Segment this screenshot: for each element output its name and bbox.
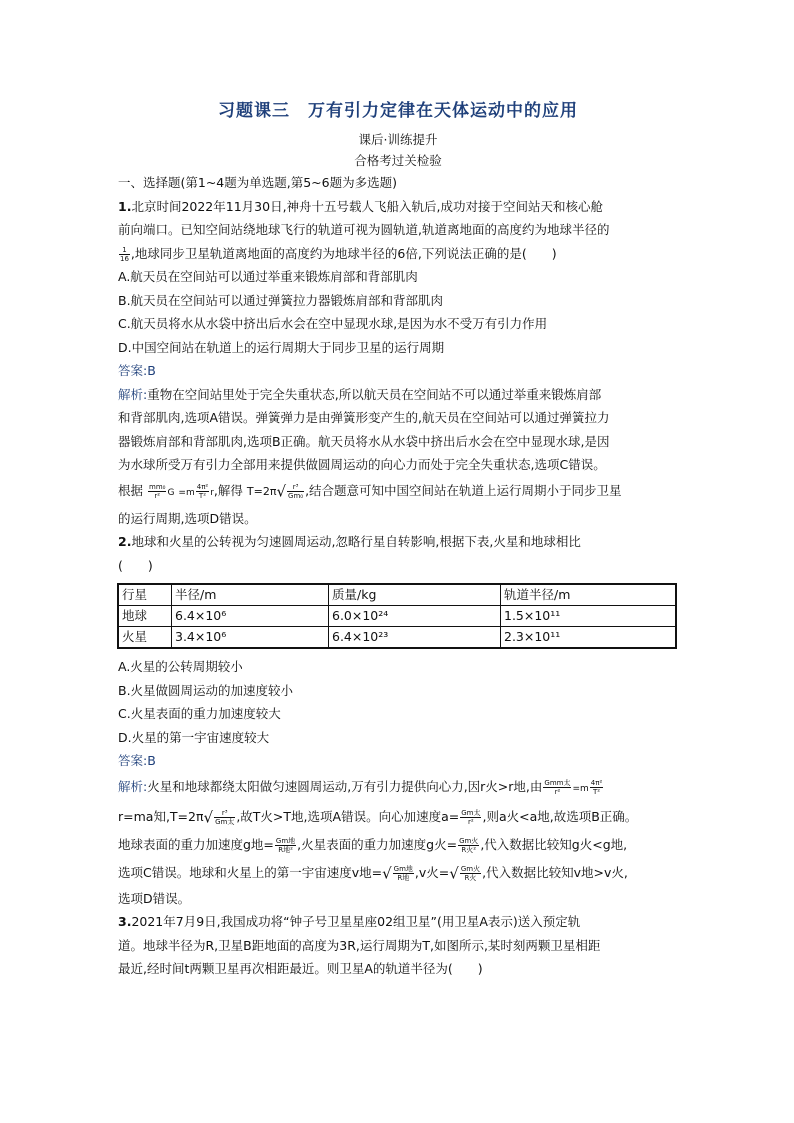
q2-analysis-3c: ,代入数据比较知g火<g地, [480, 836, 628, 852]
q1-option-b: B.航天员在空间站可以通过弹簧拉力器锻炼肩部和背部肌肉 [118, 292, 444, 308]
subtitle-after-class: 课后·训练提升 [358, 132, 438, 147]
q2-analysis-2a: r=ma知,T=2π [118, 808, 204, 824]
q2-analysis-line2 [118, 803, 678, 831]
q2-formula-v-earth: √ $\frac{\text{Gm地}}{\text{R地}}$ [382, 864, 413, 882]
q1-stem-line3 [118, 242, 678, 266]
table-header-cell: 轨道半径/m [501, 584, 677, 606]
q2-answer: 答案:B [118, 753, 156, 768]
table-row [118, 627, 676, 649]
q2-analysis-4a: 选项C错误。地球和火星上的第一宇宙速度v地= [118, 864, 383, 880]
q2-option-c: C.火星表面的重力加速度较大 [118, 706, 281, 721]
q1-option-d: D.中国空间站在轨道上的运行周期大于同步卫星的运行周期 [118, 339, 445, 355]
q1-analysis-line2: 和背部肌肉,选项A错误。弹簧弹力是由弹簧形变产生的,航天员在空间站可以通过弹簧拉力 [118, 410, 610, 425]
q2-analysis-text1: 火星和地球都绕太阳做匀速圆周运动,万有引力提供向心力,因r火>r地,由 [147, 778, 543, 794]
q2-formula-period: √ $\frac{\text{r³}}{\text{Gm太}}$ [203, 808, 235, 826]
table-header-cell: 行星 [118, 584, 172, 606]
q2-formula-g-earth: $\frac{\text{Gm地}}{\text{R地²}}$ [275, 836, 296, 854]
q2-formula-g-mars: $\frac{\text{Gm火}}{\text{R火²}}$ [459, 836, 479, 854]
table-header-cell: 质量/kg [329, 584, 501, 606]
planet-data-table [117, 583, 677, 649]
page-title: 习题课三 万有引力定律在天体运动中的应用 [218, 101, 578, 121]
q2-analysis-line5: 选项D错误。 [118, 890, 191, 906]
q3-stem-line1 [118, 910, 678, 934]
q2-stem-text1: 地球和火星的公转视为匀速圆周运动,忽略行星自转影响,根据下表,火星和地球相比 [131, 534, 581, 549]
q1-fraction [119, 246, 130, 263]
table-cell: 1.5×10¹¹ [501, 606, 677, 627]
q2-analysis-3b: ,火星表面的重力加速度g火= [297, 836, 458, 852]
q1-formula-gravity: $\frac{\text{mm₀}}{\text{r²}}$ [149, 482, 166, 500]
q2-analysis-line3 [118, 831, 678, 859]
q2-formula-centripetal: $\frac{\text{4π²}}{\text{T²}}$ [590, 778, 603, 796]
q1-analysis-text1: 重物在空间站里处于完全失重状态,所以航天员在空间站不可以通过举重来锻炼肩部 [147, 386, 602, 402]
q2-option-a: A.火星的公转周期较小 [118, 659, 243, 674]
section-heading: 一、选择题(第1~4题为单选题,第5~6题为多选题) [118, 175, 397, 190]
q2-formula-v-mars: √ $\frac{\text{Gm火}}{\text{R火}}$ [449, 864, 481, 882]
q1-answer: 答案:B [118, 363, 156, 378]
q2-analysis-2b: ,故T火>T地,选项A错误。向心加速度a= [236, 808, 460, 824]
q2-formula-accel: $\frac{\text{Gm太}}{\text{r²}}$ [461, 808, 481, 826]
q1-analysis-line5: 根据 $\frac{\text{mm₀}}{\text{r²}}$ G =m $\frac{\text{4π²}}{\text{T²}}$ r,解得 T=2π√ $\frac{\text{r³}}{\text{Gm₀}}$ ,结合题意可知中国空间站在轨道上运行周期小于同步卫星 [118, 482, 622, 500]
q1-formula-centripetal: $\frac{\text{4π²}}{\text{T²}}$ [196, 482, 209, 500]
q3-stem-text1: 2021年7月9日,我国成功将“钟子号卫星星座02组卫星”(用卫星A表示)送入预定轨 [131, 914, 581, 929]
q1-frac-den: 16 [120, 254, 129, 263]
q3-number: 3. [118, 914, 132, 929]
q1-frac-num: 1 [119, 246, 130, 255]
q1-option-c: C.航天员将水从水袋中挤出后水会在空中显现水球,是因为水不受万有引力作用 [118, 316, 548, 331]
table-cell: 6.4×10⁶ [172, 606, 329, 627]
table-cell: 地球 [118, 606, 172, 627]
q2-number: 2. [118, 534, 132, 549]
q1-option-a: A.航天员在空间站可以通过举重来锻炼肩部和背部肌肉 [118, 269, 418, 284]
q2-stem-line2: ( ) [118, 557, 153, 573]
q1-analysis-line4: 为水球所受万有引力全部用来提供做圆周运动的向心力而处于完全失重状态,选项C错误。 [118, 457, 606, 472]
table-cell: 2.3×10¹¹ [501, 627, 677, 649]
q1-analysis-line1 [118, 383, 678, 407]
q1-analysis-5a: 根据 [118, 482, 144, 498]
q1-stem-text1: 北京时间2022年11月30日,神舟十五号载人飞船入轨后,成功对接于空间站天和核心舱 [131, 198, 604, 214]
q1-analysis-line6: 的运行周期,选项D错误。 [118, 510, 257, 526]
table-cell: 火星 [118, 627, 172, 649]
q1-formula-g: G [167, 487, 175, 498]
q2-option-b: B.火星做圆周运动的加速度较小 [118, 682, 294, 698]
table-cell: 3.4×10⁶ [172, 627, 329, 649]
q2-analysis-line1: 解析:火星和地球都绕太阳做匀速圆周运动,万有引力提供向心力,因r火>r地,由 $\frac{\text{Gmm太}}{\text{r²}}$ =m $\frac{\text{4π²}}{\text{T²}}$ [118, 778, 603, 796]
q2-formula-gravity: $\frac{\text{Gmm太}}{\text{r²}}$ [544, 778, 571, 796]
q3-stem-line2: 道。地球半径为R,卫星B距地面的高度为3R,运行周期为T,如图所示,某时刻两颗卫星相距 [118, 937, 601, 953]
q1-formula-period: √ $\frac{\text{r³}}{\text{Gm₀}}$ [276, 482, 304, 500]
q2-analysis-3a: 地球表面的重力加速度g地= [118, 836, 274, 852]
q2-analysis-2c: ,则a火<a地,故选项B正确。 [482, 808, 638, 824]
q1-analysis-5c: ,结合题意可知中国空间站在轨道上运行周期小于同步卫星 [305, 482, 622, 498]
q1-analysis-label: 解析: [118, 386, 148, 402]
q2-analysis-line4 [118, 859, 678, 887]
q2-analysis-4b: ,v火= [414, 864, 450, 880]
q1-stem-text3: ,地球同步卫星轨道离地面的高度约为地球半径的6倍,下列说法正确的是( ) [130, 245, 557, 261]
document-page [118, 96, 678, 981]
q2-option-d: D.火星的第一宇宙速度较大 [118, 729, 270, 745]
q3-stem-line3: 最近,经时间t两颗卫星再次相距最近。则卫星A的轨道半径为( ) [118, 961, 483, 976]
q1-number: 1. [118, 198, 132, 214]
table-cell: 6.0×10²⁴ [329, 606, 501, 627]
q1-analysis-5b: ,解得 [213, 482, 243, 498]
table-header-row [118, 584, 676, 606]
q2-stem-line1 [118, 530, 678, 554]
q2-analysis-4c: ,代入数据比较知v地>v火, [482, 864, 628, 880]
table-header-cell: 半径/m [172, 584, 329, 606]
table-cell: 6.4×10²³ [329, 627, 501, 649]
table-row [118, 606, 676, 627]
q1-stem-line2: 前向端口。已知空间站绕地球飞行的轨道可视为圆轨道,轨道离地面的高度约为地球半径的 [118, 222, 610, 237]
q1-analysis-line3: 器锻炼肩部和背部肌肉,选项B正确。航天员将水从水袋中挤出后水会在空中显现水球,是因 [118, 433, 610, 449]
q1-stem-line1 [118, 195, 678, 219]
q2-analysis-label: 解析: [118, 778, 148, 794]
subtitle-level: 合格考过关检验 [354, 153, 442, 168]
